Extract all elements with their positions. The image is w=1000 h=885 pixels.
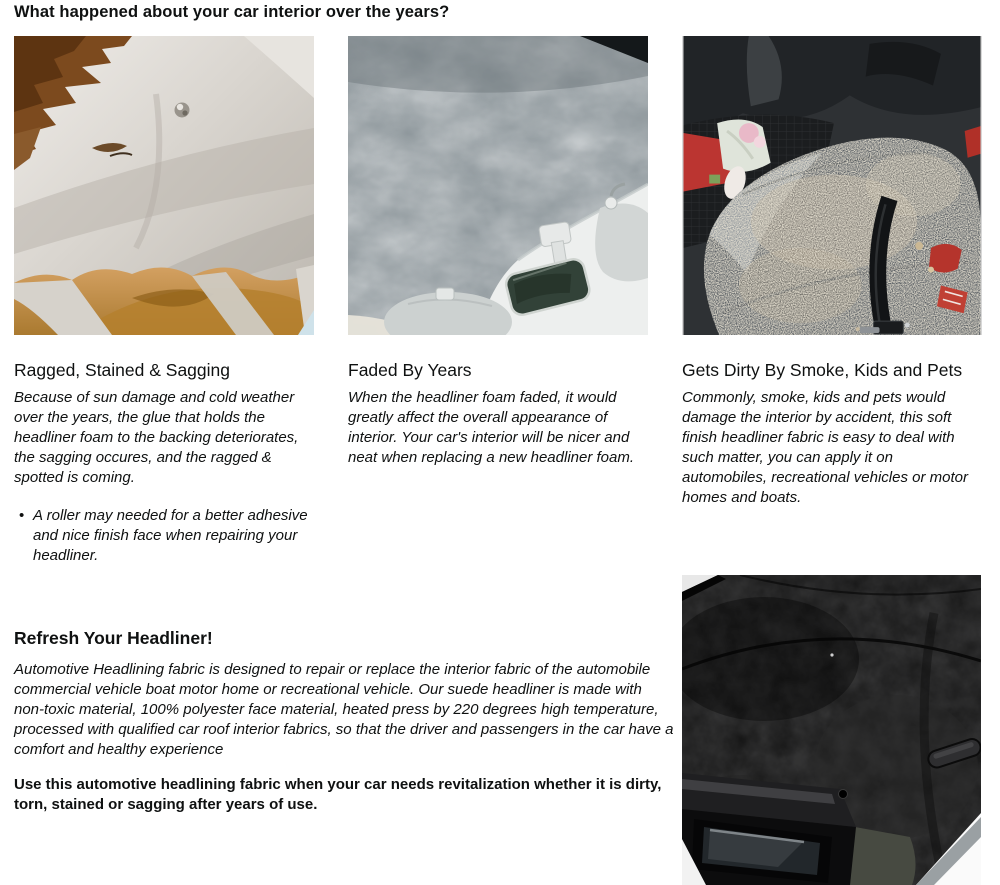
refresh-body: Automotive Headlining fabric is designed to repair or replace the interior fabric of the automobile commercial vehicle boat motor home or recreational vehicle. Our suede headliner is made with non-toxic material, 100% polyester face material, heated press by 220 degrees high temperature, processed with qualified car roof interior fabrics, so that the driver and passengers in the car have a comfort and healthy experience xyxy=(14,661,674,758)
bullet-item: • A roller may needed for a better adhesive and nice finish face when repairing your headliner. xyxy=(14,506,314,566)
refresh-heading: Refresh Your Headliner! xyxy=(14,628,213,648)
column-heading: Faded By Years xyxy=(348,360,472,380)
page-title: What happened about your car interior over the years? xyxy=(14,3,450,21)
black-suede-headliner-photo xyxy=(682,575,981,885)
column-faded-by-years xyxy=(348,36,648,468)
refresh-section xyxy=(14,627,674,815)
refresh-emphasis: Use this automotive headlining fabric when your car needs revitalization whether it is dirty, torn, stained or sagging after years of use. xyxy=(14,776,662,813)
column-body: Because of sun damage and cold weather over the years, the glue that holds the headliner foam to the backing deteriorates, the sagging occures, and the ragged & spotted is coming. xyxy=(14,389,299,486)
column-body: When the headliner foam faded, it would greatly affect the overall appearance of interior. Your car's interior will be nicer and neat when replacing a new headliner foam. xyxy=(348,389,635,466)
bullet-list xyxy=(14,506,314,566)
column-gets-dirty xyxy=(682,36,982,508)
column-heading: Ragged, Stained & Sagging xyxy=(14,360,230,380)
column-body: Commonly, smoke, kids and pets would damage the interior by accident, this soft finish headliner fabric is easy to deal with such matter, you can apply it on automobiles, recreational vehicles or motor homes and boats. xyxy=(682,389,968,506)
torn-headliner-photo xyxy=(14,36,314,335)
column-ragged-stained-sagging xyxy=(14,36,314,566)
column-heading: Gets Dirty By Smoke, Kids and Pets xyxy=(682,360,963,380)
faded-headliner-photo xyxy=(348,36,648,335)
dirty-seat-photo xyxy=(682,36,982,335)
